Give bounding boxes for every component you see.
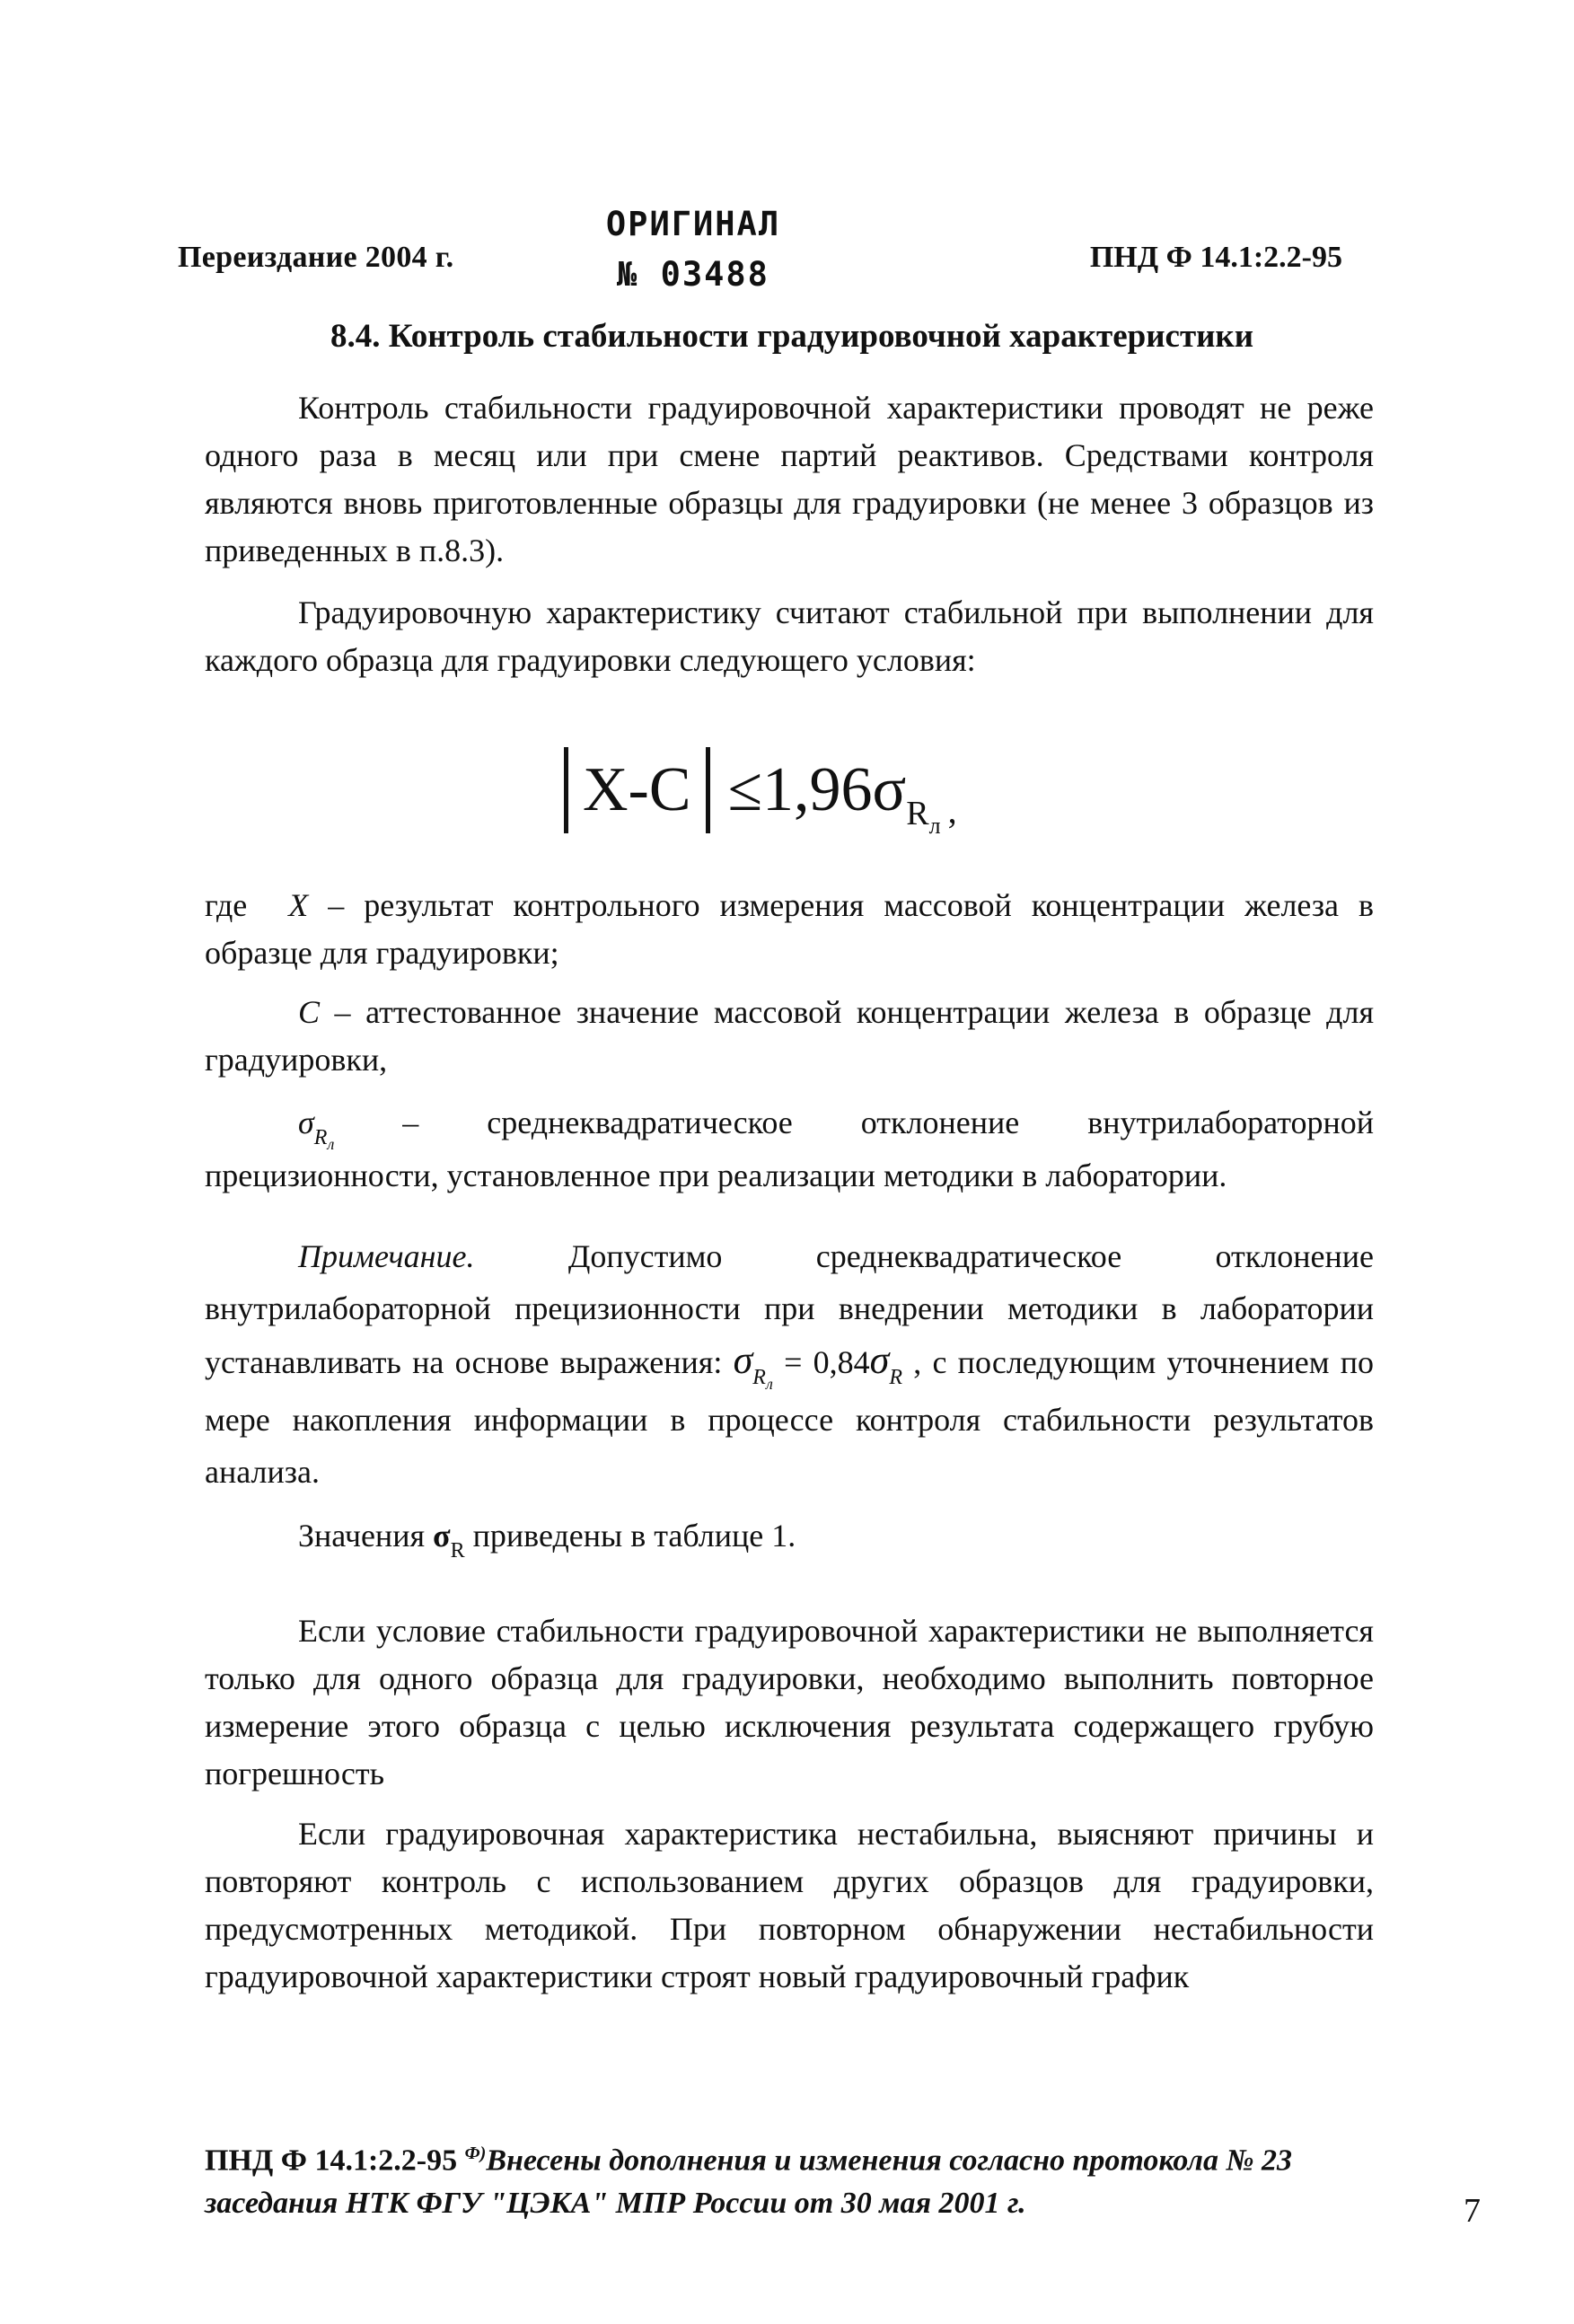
formula-subsub: л	[928, 813, 941, 839]
formula-lhs: X-C	[583, 755, 691, 824]
paragraph-stability-condition: Градуировочную характеристику считают стабильной при выполнении для каждого образца для градуировки следующего условия:	[205, 594, 1374, 678]
definition-x	[205, 882, 1374, 977]
def-c-text: – аттестованное значение массовой концентрации железа в образце для градуировки,	[205, 994, 1374, 1078]
def-lead: где	[205, 887, 248, 923]
document-code: ПНД Ф 14.1:2.2-95	[1089, 241, 1342, 274]
def-sigma-symbol: σ	[298, 1105, 314, 1140]
values-post: приведены в таблице 1.	[464, 1518, 796, 1554]
def-x-text: – результат контрольного измерения массовой концентрации железа в образце для градуировки;	[205, 887, 1374, 971]
def-sigma-subsub: л	[327, 1135, 335, 1153]
values-reference	[205, 1512, 1374, 1564]
paragraph-single-failure: Если условие стабильности градуировочной характеристики не выполняется только для одного образца для градуировки, необходимо выполнить повторное измерение этого образца с целью исключения результата содержащего грубую погрешность	[205, 1613, 1374, 1791]
abs-bar-left	[564, 747, 568, 833]
formula-sub: R	[906, 795, 929, 832]
note-text-2: , с последующим уточнением по мере накопления информации в процессе контроля стабильности результатов анализа.	[205, 1344, 1374, 1490]
note-expr-lhs-subsub: л	[765, 1375, 773, 1393]
footer-text: Внесены дополнения и изменения согласно протокола № 23 заседания НТК ФГУ "ЦЭКА" МПР России от 30 мая 2001 г.	[205, 2144, 1293, 2221]
values-symbol: σ	[433, 1518, 451, 1554]
footer-code: ПНД Ф 14.1:2.2-95	[205, 2144, 458, 2178]
note-expr-lhs: σ	[733, 1338, 753, 1382]
formula-rhs: 1,96σ	[761, 755, 907, 824]
note-expr-rhs: σ	[869, 1338, 890, 1382]
footer-note	[205, 2132, 1390, 2225]
definition-c	[205, 989, 1374, 1084]
note-paragraph	[205, 1230, 1374, 1498]
note-expr-lhs-sub: R	[752, 1366, 766, 1389]
note-text-1: Допустимо среднеквадратическое отклонение внутрилабораторной прецизионности при внедрении методики в лаборатории устанавливать на основе выражения:	[205, 1238, 1374, 1380]
definition-sigma	[205, 1099, 1374, 1200]
def-sigma-text: – среднеквадратическое отклонение внутрилабораторной прецизионности, установленное при реализации методики в лаборатории.	[205, 1105, 1374, 1193]
stamp-title: ОРИГИНАЛ	[605, 205, 781, 243]
paragraph-control-frequency: Контроль стабильности градуировочной характеристики проводят не реже одного раза в месяц или при смене партий реактивов. Средствами контроля являются вновь приготовленные образцы для градуировки (не менее 3 образцов из приведенных в п.8.3).	[205, 390, 1374, 568]
paragraph-unstable: Если градуировочная характеристика нестабильна, выясняют причины и повторяют контроль с использованием других образцов для градуировки, предусмотренных методикой. При повторном обнаружении нестабильности градуировочной характеристики строят новый градуировочный график	[205, 1816, 1374, 1994]
reissue-label: Переиздание 2004 г.	[178, 241, 454, 274]
section-title: 8.4. Контроль стабильности градуировочной характеристики	[330, 318, 1254, 355]
stability-formula	[550, 745, 957, 839]
formula-tail: ,	[947, 789, 957, 831]
def-sigma-sub: R	[313, 1126, 328, 1149]
values-pre: Значения	[298, 1518, 434, 1554]
def-c-symbol: С	[298, 994, 321, 1030]
stamp-number: № 03488	[617, 255, 769, 294]
note-label: Примечание.	[298, 1238, 475, 1274]
formula-leq: ≤	[727, 755, 762, 824]
page-number: 7	[1464, 2192, 1481, 2230]
def-x-symbol: X	[288, 887, 309, 923]
values-sub: R	[450, 1539, 465, 1563]
original-stamp	[603, 199, 783, 300]
footer-marker: Ф)	[464, 2144, 487, 2163]
note-expr-rhs-sub: R	[889, 1366, 902, 1389]
note-expr-mid: = 0,84	[772, 1344, 870, 1380]
abs-bar-right	[706, 747, 710, 833]
